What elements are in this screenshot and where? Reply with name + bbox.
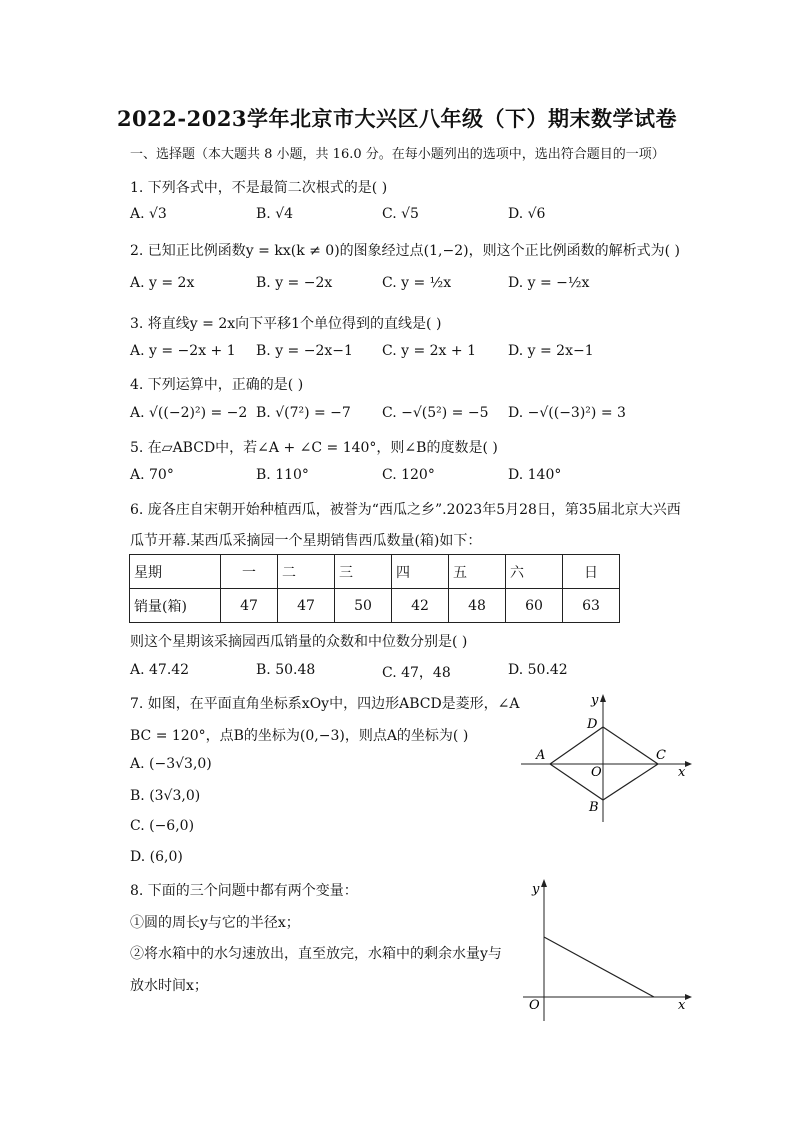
label-y: y	[591, 693, 599, 708]
table-header-cell: 销量(箱)	[130, 589, 221, 623]
q7-stem-line2: BC = 120°，点B的坐标为(0,−3)，则点A的坐标为( )	[130, 728, 469, 744]
q7-option-a[interactable]: A. (−3√3,0)	[130, 756, 212, 772]
q6-option-d[interactable]: D. 50.42	[508, 662, 568, 678]
label-o: O	[591, 765, 602, 780]
q1-option-d[interactable]: D. √6	[508, 206, 546, 222]
q4-option-a[interactable]: A. √((−2)²) = −2	[130, 405, 248, 421]
q8-item2-line2: 放水时间x；	[130, 978, 208, 994]
q6-stem-line2: 瓜节开幕.某西瓜采摘园一个星期销售西瓜数量(箱)如下：	[130, 533, 482, 549]
table-cell: 63	[563, 589, 620, 623]
q7-option-c[interactable]: C. (−6,0)	[130, 818, 195, 834]
label-a: A	[536, 748, 546, 763]
q8-item1: ①圆的周长y与它的半径x；	[130, 915, 300, 931]
q1-option-a[interactable]: A. √3	[130, 206, 167, 222]
q2-option-d[interactable]: D. y = −½x	[508, 275, 590, 291]
label-b: B	[589, 800, 599, 815]
table-cell: 四	[392, 555, 449, 589]
q3-option-d[interactable]: D. y = 2x−1	[508, 343, 594, 359]
table-header-cell: 星期	[130, 555, 221, 589]
q7-stem-line1: 7. 如图，在平面直角坐标系xOy中，四边形ABCD是菱形，∠A	[130, 696, 520, 712]
q1-option-b[interactable]: B. √4	[256, 206, 294, 222]
x-axis-arrow	[685, 761, 692, 767]
q4-option-b[interactable]: B. √(7²) = −7	[256, 405, 351, 421]
q6-option-c[interactable]: C. 47，48	[382, 665, 451, 681]
q1-stem: 1. 下列各式中，不是最简二次根式的是( )	[130, 180, 388, 196]
table-row	[130, 555, 620, 589]
y-axis-arrow	[600, 694, 606, 702]
q5-stem: 5. 在▱ABCD中，若∠A + ∠C = 140°，则∠B的度数是( )	[130, 440, 498, 456]
q5-option-d[interactable]: D. 140°	[508, 467, 562, 483]
table-cell: 50	[335, 589, 392, 623]
q2-stem: 2. 已知正比例函数y = kx(k ≠ 0)的图象经过点(1,−2)，则这个正比例函数的解析式为( )	[130, 243, 680, 259]
table-cell: 42	[392, 589, 449, 623]
q6-option-a[interactable]: A. 47.42	[130, 662, 190, 678]
q6-question: 则这个星期该采摘园西瓜销量的众数和中位数分别是( )	[130, 634, 468, 650]
sales-table	[129, 554, 620, 623]
q3-option-c[interactable]: C. y = 2x + 1	[382, 343, 476, 359]
table-cell: 五	[449, 555, 506, 589]
q6-option-b[interactable]: B. 50.48	[256, 662, 316, 678]
label-y: y	[532, 882, 540, 897]
q7-option-d[interactable]: D. (6,0)	[130, 849, 183, 865]
q7-rhombus-figure	[515, 690, 695, 825]
table-cell: 47	[278, 589, 335, 623]
section-heading: 一、选择题（本大题共 8 小题，共 16.0 分。在每小题列出的选项中，选出符合题目的一项）	[130, 147, 665, 162]
table-row	[130, 589, 620, 623]
x-axis-arrow	[685, 994, 692, 1000]
q8-graph-figure	[515, 875, 695, 1025]
q5-option-b[interactable]: B. 110°	[256, 467, 309, 483]
q3-option-b[interactable]: B. y = −2x−1	[256, 343, 353, 359]
label-o: O	[529, 998, 540, 1013]
q1-option-c[interactable]: C. √5	[382, 206, 419, 222]
label-c: C	[656, 748, 666, 763]
decreasing-line	[544, 937, 654, 997]
q4-option-c[interactable]: C. −√(5²) = −5	[382, 405, 489, 421]
table-cell: 二	[278, 555, 335, 589]
table-cell: 48	[449, 589, 506, 623]
q2-option-c[interactable]: C. y = ½x	[382, 275, 452, 291]
q8-stem: 8. 下面的三个问题中都有两个变量：	[130, 883, 358, 899]
q5-option-a[interactable]: A. 70°	[130, 467, 174, 483]
y-axis-arrow	[541, 879, 547, 887]
q2-option-a[interactable]: A. y = 2x	[130, 275, 195, 291]
table-cell: 三	[335, 555, 392, 589]
label-d: D	[587, 717, 598, 732]
q4-stem: 4. 下列运算中，正确的是( )	[130, 377, 304, 393]
table-cell: 47	[221, 589, 278, 623]
q7-option-b[interactable]: B. (3√3,0)	[130, 788, 201, 804]
q8-item2-line1: ②将水箱中的水匀速放出，直至放完，水箱中的剩余水量y与	[130, 946, 502, 962]
q4-option-d[interactable]: D. −√((−3)²) = 3	[508, 405, 626, 421]
table-cell: 一	[221, 555, 278, 589]
label-x: x	[678, 765, 686, 780]
page-title: 2022-2023学年北京市大兴区八年级（下）期末数学试卷	[116, 106, 678, 131]
label-x: x	[678, 998, 686, 1013]
q3-stem: 3. 将直线y = 2x向下平移1个单位得到的直线是( )	[130, 316, 442, 332]
q6-stem-line1: 6. 庞各庄自宋朝开始种植西瓜，被誉为“西瓜之乡”.2023年5月28日，第35届北京大兴西	[130, 502, 681, 518]
table-cell: 日	[563, 555, 620, 589]
table-cell: 60	[506, 589, 563, 623]
table-cell: 六	[506, 555, 563, 589]
q3-option-a[interactable]: A. y = −2x + 1	[130, 343, 236, 359]
q2-option-b[interactable]: B. y = −2x	[256, 275, 333, 291]
q5-option-c[interactable]: C. 120°	[382, 467, 435, 483]
